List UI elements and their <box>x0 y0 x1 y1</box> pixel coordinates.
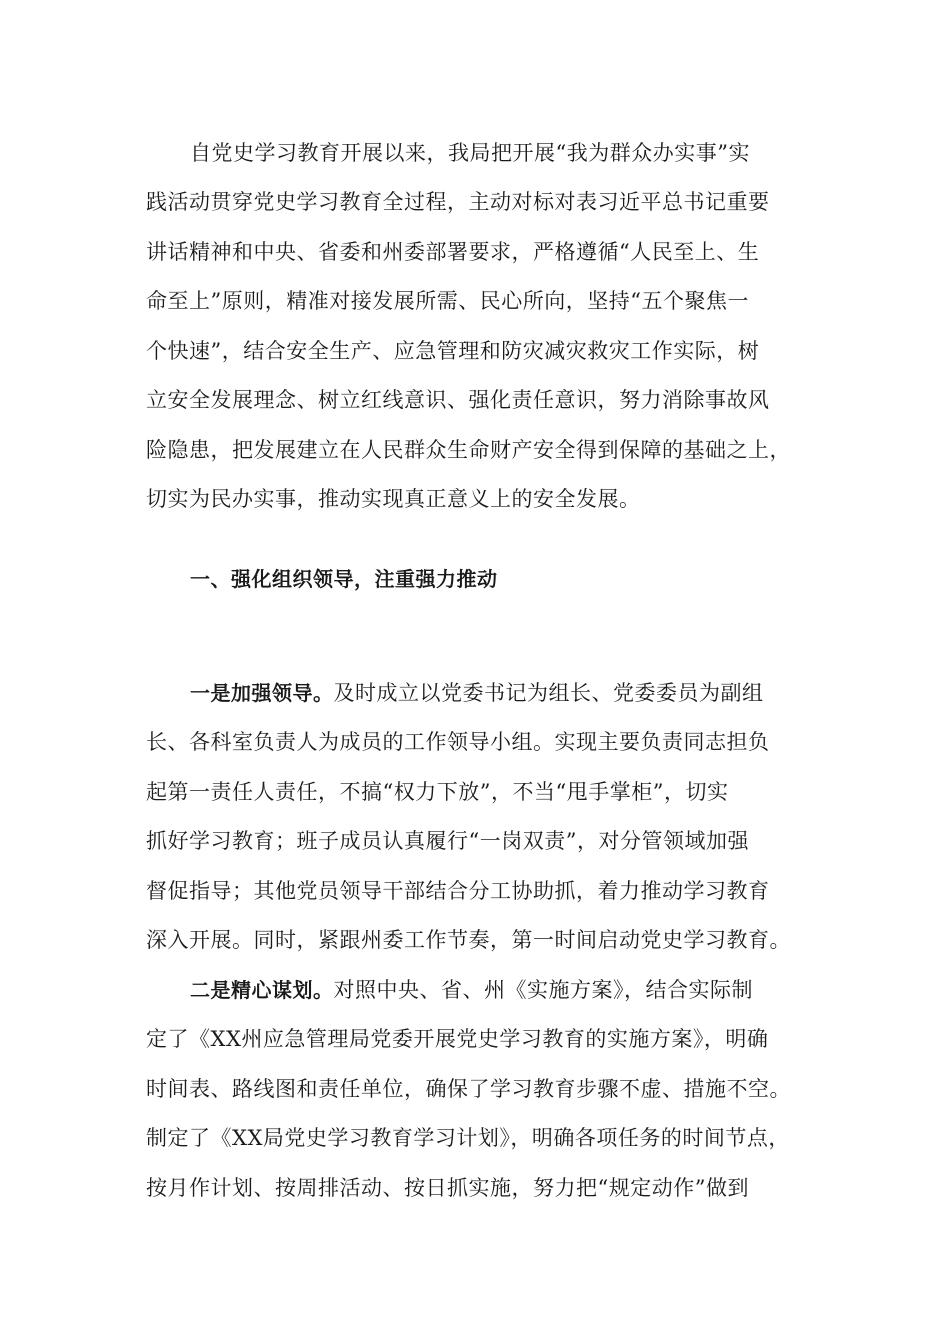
intro-line-7: 险隐患，把发展建立在人民群众生命财产安全得到保障的基础之上， <box>146 438 791 462</box>
section-heading: 一、强化组织领导，注重强力推动 <box>190 567 498 591</box>
para1-lead: 一是加强领导。 <box>190 681 334 705</box>
intro-line-6: 立安全发展理念、树立红线意识、强化责任意识，努力消除事故风 <box>146 388 770 412</box>
para1-line-4: 抓好学习教育；班子成员认真履行“一岗双责”，对分管领域加强 <box>146 829 749 853</box>
para2-first-rest: 对照中央、省、州《实施方案》，结合实际制 <box>333 978 753 1002</box>
para2-line-4: 制定了《XX局党史学习教育学习计划》，明确各项任务的时间节点， <box>146 1126 790 1150</box>
para1-first-line <box>190 680 764 706</box>
intro-line-1: 自党史学习教育开展以来，我局把开展“我为群众办实事”实 <box>190 141 750 165</box>
para2-lead: 二是精心谋划。 <box>190 978 334 1002</box>
para1-line-2: 长、各科室负责人为成员的工作领导小组。实现主要负责同志担负 <box>146 730 770 754</box>
intro-line-2: 践活动贯穿党史学习教育全过程，主动对标对表习近平总书记重要 <box>146 190 770 214</box>
intro-line-3: 讲话精神和中央、省委和州委部署要求，严格遵循“人民至上、生 <box>146 240 760 264</box>
para1-line-3: 起第一责任人责任，不搞“权力下放”，不当“甩手掌柜”，切实 <box>146 780 729 804</box>
intro-line-4: 命至上”原则，精准对接发展所需、民心所向，坚持“五个聚焦一 <box>146 289 749 313</box>
intro-line-5: 个快速”，结合安全生产、应急管理和防灾减灾救灾工作实际，树 <box>146 339 760 363</box>
para1-line-5: 督促指导；其他党员领导干部结合分工协助抓，着力推动学习教育 <box>146 879 770 903</box>
para2-line-2: 定了《XX州应急管理局党委开展党史学习教育的实施方案》，明确 <box>146 1027 769 1051</box>
para1-first-rest: 及时成立以党委书记为组长、党委委员为副组 <box>333 681 764 705</box>
para2-line-5: 按月作计划、按周排活动、按日抓实施，努力把“规定动作”做到 <box>146 1176 749 1200</box>
para2-first-line <box>190 977 753 1003</box>
para1-line-6: 深入开展。同时，紧跟州委工作节奏，第一时间启动党史学习教育。 <box>146 928 791 952</box>
intro-line-8: 切实为民办实事，推动实现真正意义上的安全发展。 <box>146 487 641 511</box>
para2-line-3: 时间表、路线图和责任单位，确保了学习教育步骤不虚、措施不空。 <box>146 1077 791 1101</box>
